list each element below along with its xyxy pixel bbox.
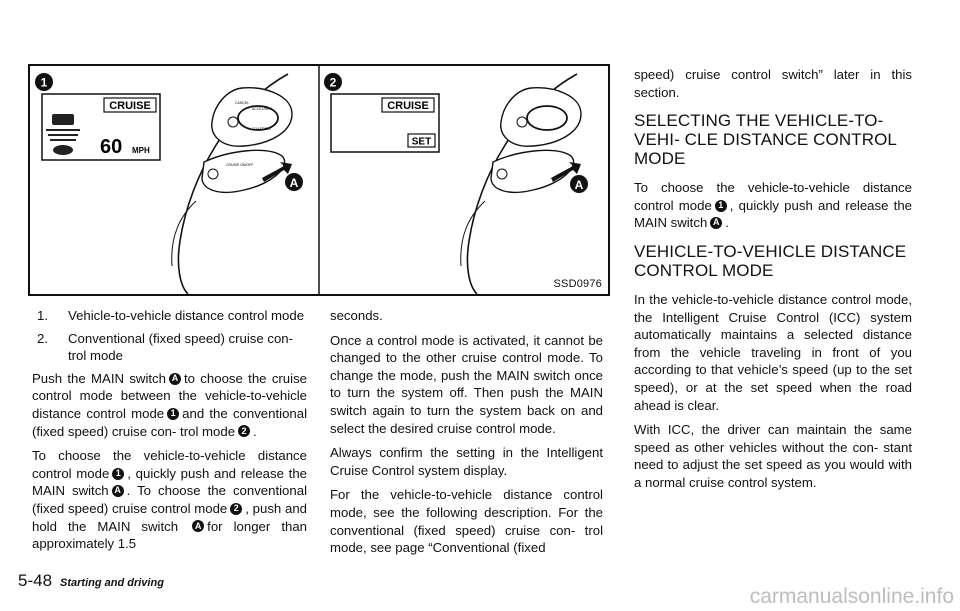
badge-a-icon: A — [192, 520, 204, 532]
list-item: 1. Vehicle-to-vehicle distance control mode — [37, 308, 305, 323]
paragraph: speed) cruise control switch” later in this section. — [634, 67, 912, 100]
column-2 — [330, 307, 603, 564]
badge-a-icon: A — [169, 373, 181, 385]
panel2-set-text: SET — [411, 136, 432, 148]
paragraph: Always confirm the setting in the Intelligent Cruise Control system display. — [330, 445, 603, 478]
paragraph: In the vehicle-to-vehicle distance control mode, the Intelligent Cruise Control (ICC) system automatically maintains a selected distance from the vehicle traveling in front of you according to that vehicle’s speed (up to the set speed), or at the set speed when the road ahead is clear. — [634, 291, 912, 413]
list-item: 2. Conventional (fixed speed) cruise con- trol mode — [37, 330, 294, 364]
panel1-switch-label: A — [289, 176, 299, 190]
panel2-switch-label: A — [574, 178, 584, 192]
badge-1-icon: 1 — [112, 468, 124, 480]
panel1-speed: 60 — [100, 136, 123, 158]
section-heading: SELECTING THE VEHICLE-TO-VEHI- CLE DISTANCE CONTROL MODE — [634, 111, 897, 169]
paragraph: For the vehicle-to-vehicle distance control mode, see the following description. For the conventional (fixed speed) cruise con- trol mode, see page “Conventional (fixed — [330, 487, 603, 556]
panel2-number: 2 — [329, 75, 337, 90]
panel1-cruise-text: CRUISE — [109, 100, 151, 112]
coast-label: COAST/SET — [252, 127, 272, 131]
paragraph: Once a control mode is activated, it cannot be changed to the other cruise control mode. To change the mode, push the MAIN switch once to turn the system off. Then push the MAIN switch again to turn the system back on and select the desired cruise control mode. — [330, 332, 603, 436]
badge-a-icon: A — [112, 485, 124, 497]
badge-2-icon: 2 — [230, 503, 242, 515]
badge-1-icon: 1 — [715, 200, 727, 212]
badge-2-icon: 2 — [238, 425, 250, 437]
cancel-label: CANCEL — [235, 101, 250, 105]
panel2-cruise-text: CRUISE — [387, 100, 429, 112]
paragraph: With ICC, the driver can maintain the same speed as other vehicles without the con- stant need to adjust the set speed as you would with a normal cruise control system. — [634, 422, 912, 490]
section-heading: VEHICLE-TO-VEHICLE DISTANCE CONTROL MODE — [634, 241, 907, 280]
page-footer — [18, 571, 164, 591]
watermark: carmanualsonline.info — [749, 585, 954, 608]
column-3 — [634, 66, 912, 499]
steering-switch-illustration — [30, 66, 608, 294]
paragraph: To choose the vehicle-to-vehicle distance control mode 1 , quickly push and release the MAIN switch A . To choose the conventional (fixed speed) cruise control mode 2 , push and hold the MAIN switch A for longer than approximately 1.5 — [32, 448, 308, 552]
column-1 — [32, 307, 307, 560]
illustration-figure — [28, 64, 610, 296]
panel1-unit: MPH — [132, 146, 150, 155]
accel-label: ACCEL/RES — [252, 107, 272, 111]
badge-1-icon: 1 — [167, 408, 179, 420]
page-number: 5-48 — [18, 571, 53, 590]
paragraph: seconds. — [330, 308, 383, 323]
badge-a-icon: A — [710, 217, 722, 229]
paragraph: To choose the vehicle-to-vehicle distance control mode 1 , quickly push and release the MAIN switch A . — [634, 180, 912, 231]
figure-code: SSD0976 — [553, 278, 602, 290]
panel1-number: 1 — [40, 75, 48, 90]
cruise-onoff-label: CRUISE ON/OFF — [226, 163, 254, 167]
paragraph: Push the MAIN switch A to choose the cruise control mode between the vehicle-to-vehicle distance control mode 1 and the conventional (fixed speed) cruise con- trol mode 2 . — [32, 370, 307, 439]
section-name: Starting and driving — [60, 577, 164, 589]
